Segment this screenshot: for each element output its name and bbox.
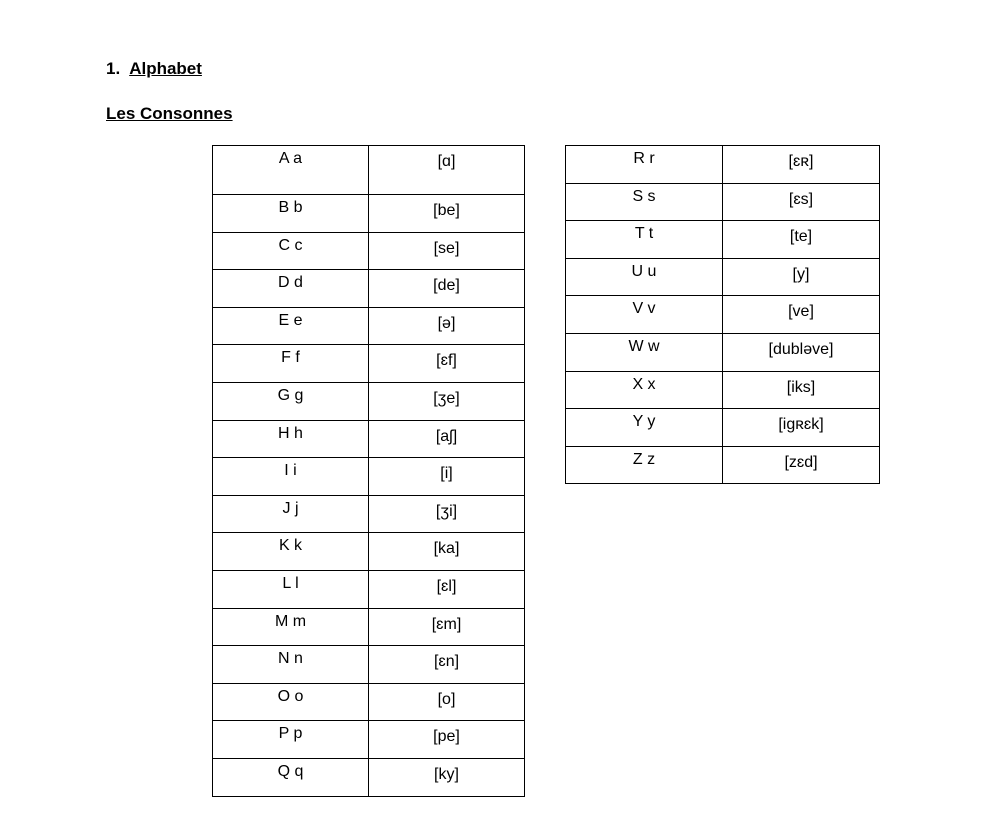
pronunciation-cell: [369, 307, 525, 345]
pronunciation-cell: [723, 146, 880, 184]
letter-text: H h: [278, 424, 303, 442]
letter-text: S s: [632, 187, 656, 205]
pronunciation-text: [igʀɛk]: [778, 416, 824, 434]
table-row: [566, 221, 880, 259]
table-row: [213, 758, 525, 796]
pronunciation-cell: [723, 183, 880, 221]
letter-text: R r: [633, 150, 655, 167]
letter-cell: [213, 382, 369, 420]
letter-cell: [566, 221, 723, 259]
letter-text: W w: [628, 337, 660, 355]
letter-text: F f: [281, 349, 300, 367]
letter-text: C c: [278, 236, 303, 254]
pronunciation-text: [be]: [433, 202, 460, 219]
table-row: [213, 195, 525, 233]
pronunciation-text: [i]: [440, 465, 453, 483]
pronunciation-cell: [723, 221, 880, 259]
pronunciation-cell: [369, 232, 525, 270]
letter-text: U u: [631, 262, 657, 280]
letter-cell: [566, 371, 723, 409]
pronunciation-cell: [369, 608, 525, 646]
pronunciation-cell: [369, 533, 525, 571]
letter-cell: [213, 345, 369, 383]
letter-text: E e: [278, 311, 303, 329]
subsection-heading: Les Consonnes: [106, 104, 233, 123]
pronunciation-text: [ɛʀ]: [788, 153, 814, 170]
pronunciation-cell: [723, 446, 880, 484]
pronunciation-text: [ɛl]: [436, 577, 457, 595]
section-heading: [106, 59, 202, 79]
letter-cell: [213, 146, 369, 195]
letter-text: Z z: [632, 450, 656, 468]
letter-cell: [213, 721, 369, 759]
table-row: [566, 371, 880, 409]
letter-cell: [213, 683, 369, 721]
pronunciation-text: [ve]: [788, 303, 814, 321]
letter-cell: [566, 296, 723, 334]
table-row: [566, 258, 880, 296]
letter-text: D d: [278, 274, 303, 292]
letter-text: J j: [282, 499, 299, 517]
letter-cell: [213, 646, 369, 684]
letter-cell: [213, 608, 369, 646]
pronunciation-cell: [723, 371, 880, 409]
pronunciation-cell: [723, 409, 880, 447]
letter-cell: [213, 570, 369, 608]
section-title: Alphabet: [129, 59, 202, 78]
letter-text: G g: [277, 386, 304, 404]
letter-cell: [213, 420, 369, 458]
letter-text: A a: [278, 150, 303, 167]
letter-cell: [213, 270, 369, 308]
table-row: [213, 533, 525, 571]
letter-text: Q q: [277, 762, 304, 780]
pronunciation-text: [ɑ]: [437, 153, 456, 170]
letter-cell: [566, 409, 723, 447]
pronunciation-cell: [369, 420, 525, 458]
pronunciation-cell: [369, 270, 525, 308]
letter-cell: [213, 232, 369, 270]
letter-cell: [213, 758, 369, 796]
table-row: [213, 721, 525, 759]
table-row: [566, 296, 880, 334]
letter-cell: [213, 533, 369, 571]
pronunciation-cell: [369, 683, 525, 721]
section-number: 1.: [106, 59, 121, 78]
letter-cell: [566, 146, 723, 184]
letter-cell: [213, 495, 369, 533]
pronunciation-cell: [723, 333, 880, 371]
table-row: [566, 409, 880, 447]
pronunciation-text: [ɛm]: [431, 615, 462, 633]
pronunciation-text: [pe]: [433, 728, 460, 746]
table-row: [213, 458, 525, 496]
letter-text: Y y: [632, 413, 656, 431]
table-row: [213, 608, 525, 646]
letter-text: V v: [632, 300, 656, 318]
letter-cell: [213, 307, 369, 345]
table-row: [213, 683, 525, 721]
letter-text: K k: [278, 537, 303, 555]
table-row: [213, 232, 525, 270]
pronunciation-cell: [369, 146, 525, 195]
pronunciation-text: [dubləve]: [768, 340, 834, 358]
pronunciation-text: [ə]: [437, 314, 456, 332]
table-row: [566, 333, 880, 371]
pronunciation-text: [ky]: [434, 765, 459, 783]
pronunciation-cell: [369, 721, 525, 759]
pronunciation-cell: [369, 570, 525, 608]
letter-text: B b: [278, 199, 303, 216]
table-row: [566, 146, 880, 184]
pronunciation-text: [y]: [792, 265, 810, 283]
pronunciation-text: [ʒi]: [435, 502, 458, 520]
pronunciation-text: [aʃ]: [435, 427, 458, 445]
alphabet-table-right: [565, 145, 880, 484]
letter-text: I i: [284, 462, 297, 480]
letter-cell: [566, 333, 723, 371]
table-row: [566, 446, 880, 484]
table-row: [213, 345, 525, 383]
pronunciation-text: [ɛn]: [433, 653, 460, 671]
letter-text: M m: [274, 612, 307, 630]
pronunciation-cell: [369, 345, 525, 383]
pronunciation-text: [iks]: [786, 378, 816, 396]
pronunciation-text: [se]: [433, 239, 460, 257]
table-row: [213, 146, 525, 195]
pronunciation-text: [ʒe]: [433, 389, 460, 407]
pronunciation-text: [ka]: [433, 540, 460, 558]
letter-text: P p: [278, 725, 303, 743]
table-row: [213, 307, 525, 345]
pronunciation-text: [zɛd]: [784, 453, 818, 471]
table-row: [213, 646, 525, 684]
pronunciation-cell: [369, 646, 525, 684]
letter-cell: [566, 446, 723, 484]
pronunciation-text: [te]: [789, 228, 813, 246]
table-row: [213, 420, 525, 458]
table-row: [213, 495, 525, 533]
pronunciation-cell: [723, 258, 880, 296]
pronunciation-text: [o]: [437, 690, 456, 708]
letter-text: N n: [278, 650, 303, 668]
alphabet-table-left: [212, 145, 525, 797]
pronunciation-text: [de]: [433, 277, 460, 295]
pronunciation-text: [ɛf]: [436, 352, 457, 370]
pronunciation-cell: [369, 195, 525, 233]
letter-cell: [213, 458, 369, 496]
pronunciation-text: [ɛs]: [788, 190, 814, 208]
pronunciation-cell: [369, 458, 525, 496]
table-row: [566, 183, 880, 221]
table-row: [213, 382, 525, 420]
pronunciation-cell: [369, 758, 525, 796]
pronunciation-cell: [369, 495, 525, 533]
letter-cell: [213, 195, 369, 233]
letter-text: O o: [277, 687, 304, 705]
letter-cell: [566, 258, 723, 296]
letter-text: T t: [634, 225, 654, 243]
letter-text: L l: [282, 574, 299, 592]
table-row: [213, 270, 525, 308]
pronunciation-cell: [723, 296, 880, 334]
table-row: [213, 570, 525, 608]
letter-cell: [566, 183, 723, 221]
pronunciation-cell: [369, 382, 525, 420]
letter-text: X x: [632, 375, 656, 393]
